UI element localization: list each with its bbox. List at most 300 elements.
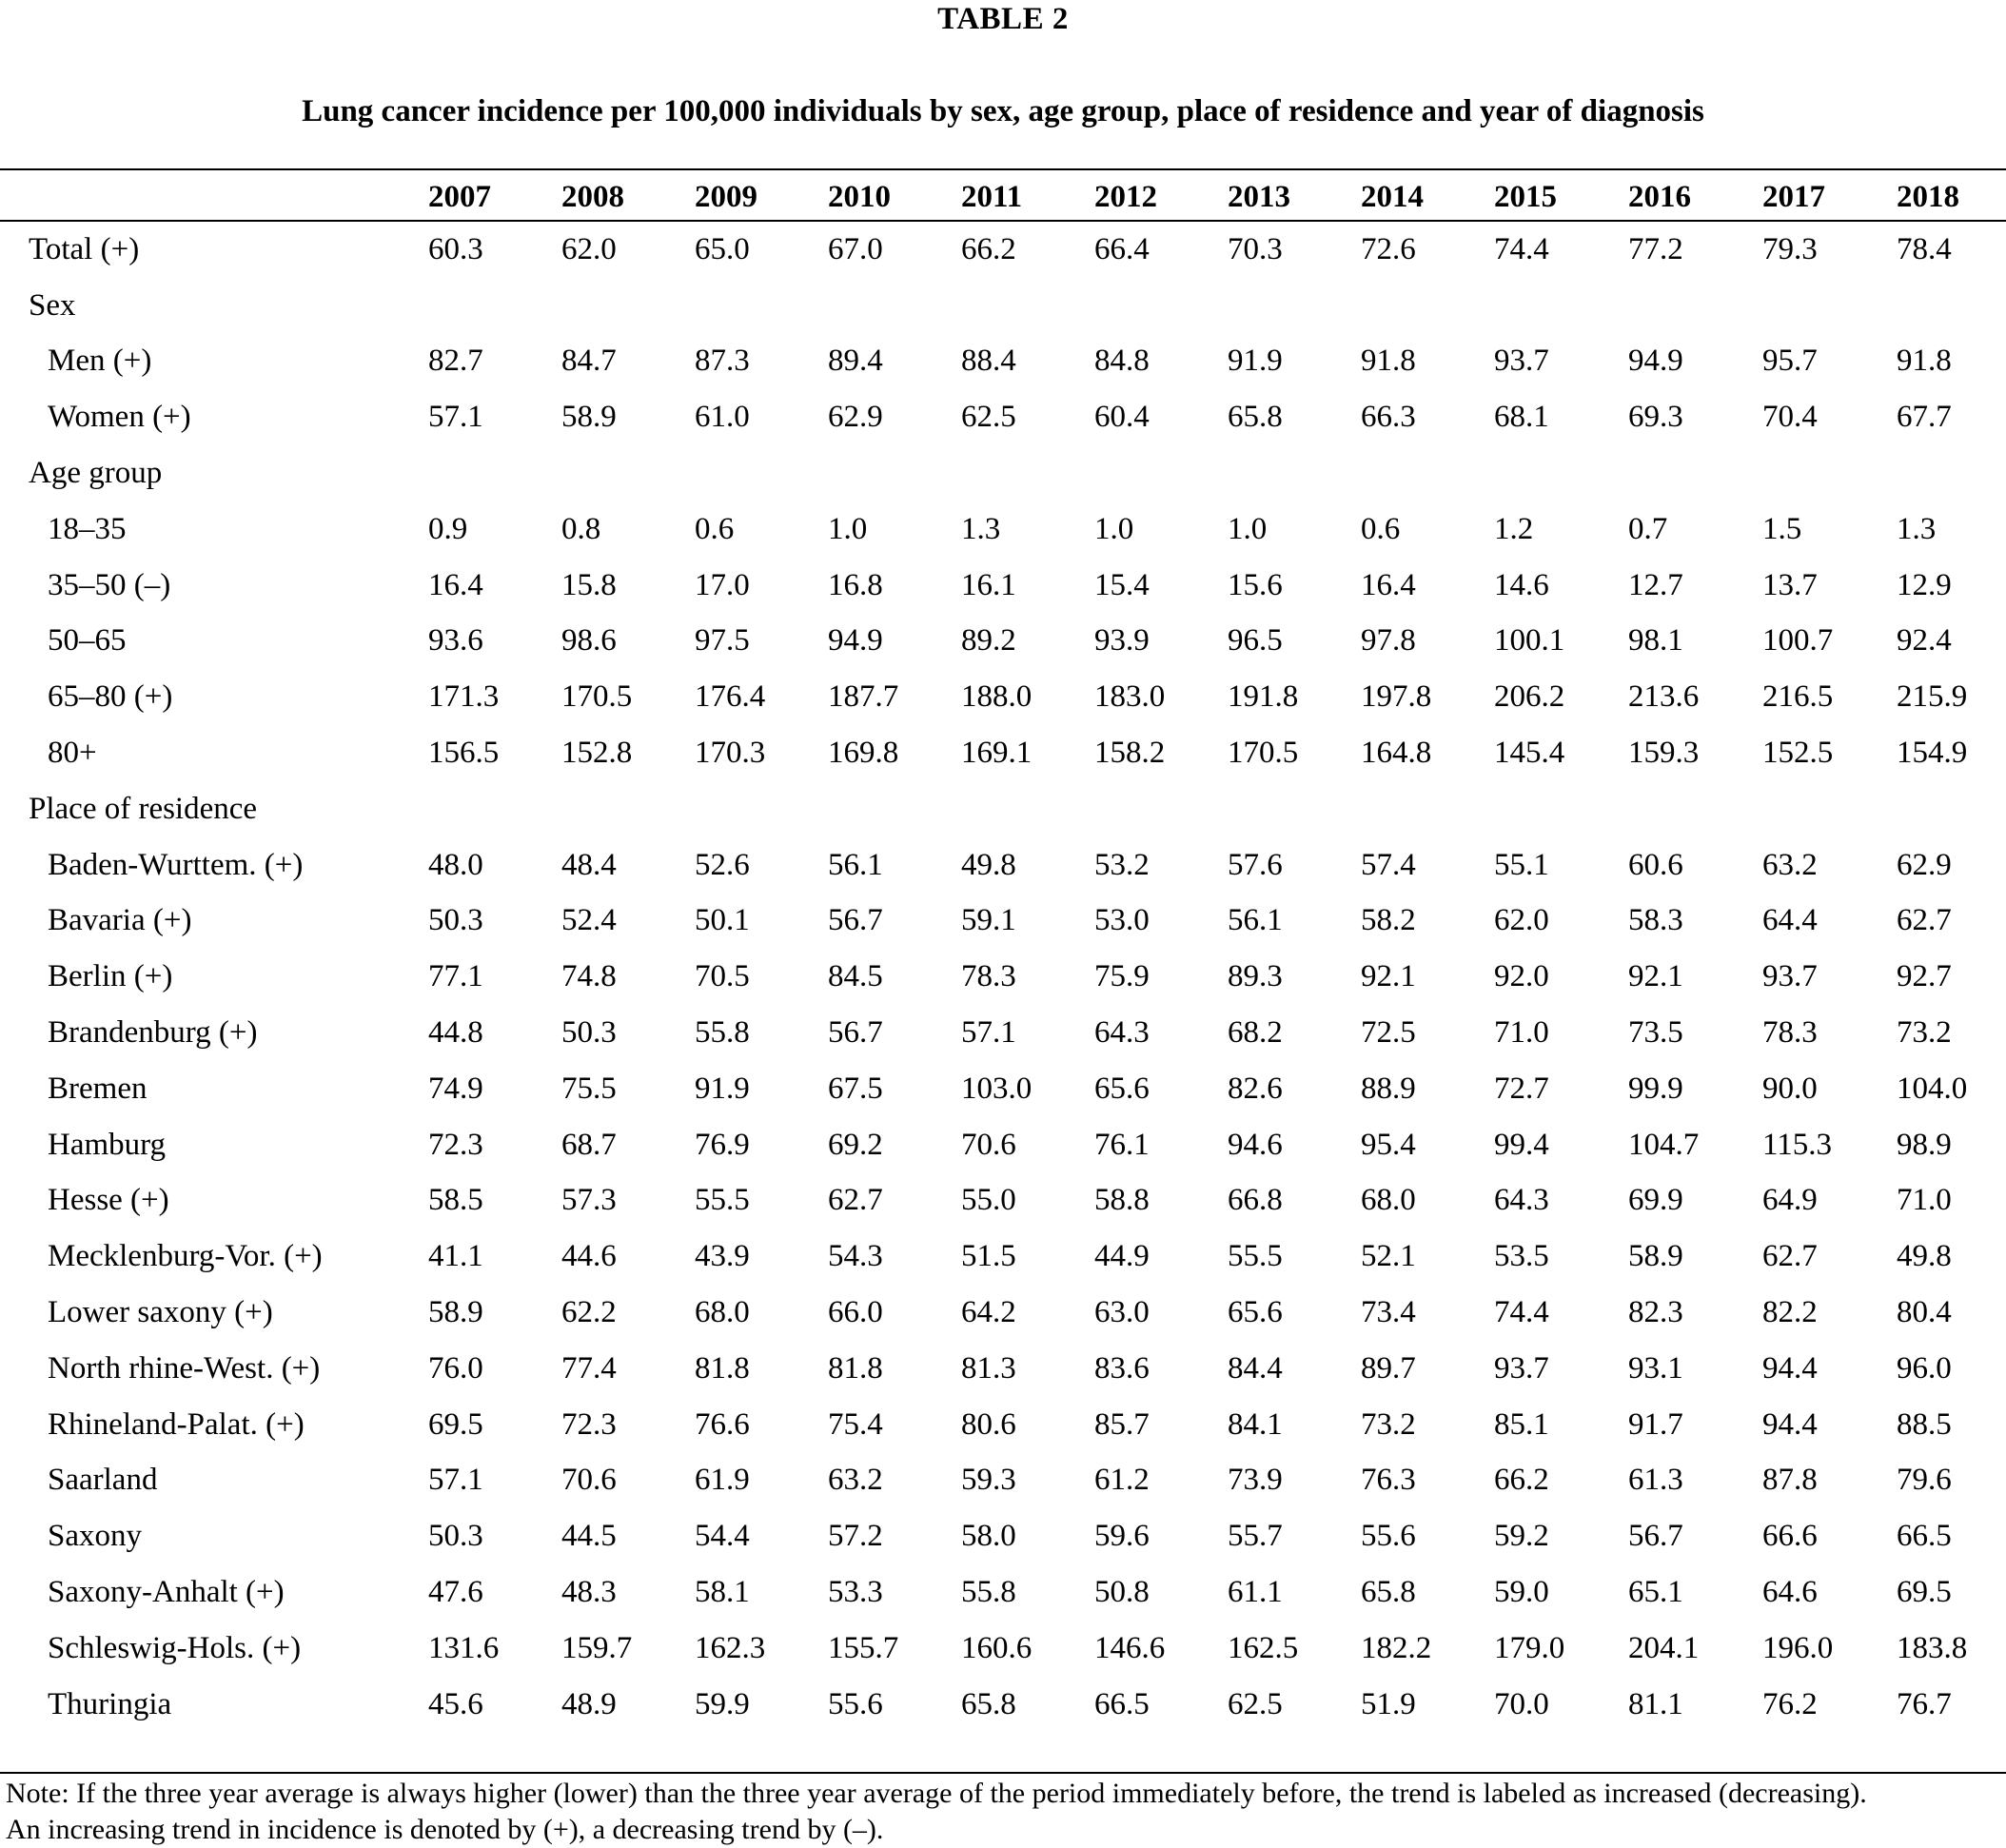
table-row (0, 1061, 2006, 1117)
cell-2011 (961, 445, 1094, 501)
cell-2011: 66.2 (961, 231, 1016, 266)
cell-2016: 60.6 (1628, 847, 1683, 882)
cell-2008: 68.7 (561, 1127, 617, 1162)
cell-2013: 89.3 (1228, 959, 1283, 994)
cell-2016: 92.1 (1628, 959, 1683, 994)
cell-2007 (428, 278, 561, 334)
cell-2017: 94.4 (1762, 1406, 1818, 1442)
cell-2015: 71.0 (1494, 1015, 1549, 1051)
cell-2014 (1361, 781, 1494, 837)
cell-2014: 92.1 (1361, 959, 1416, 994)
cell-2010: 55.6 (828, 1686, 883, 1721)
cell-2013 (1228, 278, 1361, 334)
cell-2015: 14.6 (1494, 567, 1549, 602)
cell-2011: 65.8 (961, 1686, 1016, 1721)
table-row (0, 1173, 2006, 1229)
cell-2012: 85.7 (1094, 1406, 1150, 1442)
cell-2015: 93.7 (1494, 344, 1549, 379)
cell-2009: 52.6 (695, 847, 750, 882)
cell-2014: 58.2 (1361, 903, 1416, 938)
cell-2018: 66.5 (1897, 1519, 1952, 1554)
cell-2009: 17.0 (695, 567, 750, 602)
cell-2008: 75.5 (561, 1071, 617, 1106)
cell-2011: 62.5 (961, 400, 1016, 435)
cell-2011: 81.3 (961, 1350, 1016, 1386)
table-row (0, 725, 2006, 781)
cell-2009: 176.4 (695, 679, 766, 715)
cell-2012: 84.8 (1094, 344, 1150, 379)
cell-2008: 62.2 (561, 1295, 617, 1330)
cell-2018: 91.8 (1897, 344, 1952, 379)
cell-2013: 191.8 (1228, 679, 1299, 715)
cell-2008: 58.9 (561, 400, 617, 435)
cell-2008: 159.7 (561, 1630, 633, 1665)
row-label: Total (+) (29, 231, 140, 266)
cell-2018: 80.4 (1897, 1295, 1952, 1330)
table-row (0, 389, 2006, 445)
cell-2007: 45.6 (428, 1686, 483, 1721)
year-header-2012: 2012 (1094, 179, 1157, 214)
cell-2014: 51.9 (1361, 1686, 1416, 1721)
cell-2016: 65.1 (1628, 1575, 1683, 1610)
cell-2009: 61.9 (695, 1463, 750, 1498)
cell-2016 (1628, 445, 1762, 501)
cell-2015: 62.0 (1494, 903, 1549, 938)
cell-2008: 52.4 (561, 903, 617, 938)
cell-2010: 66.0 (828, 1295, 883, 1330)
row-label: Saarland (48, 1463, 158, 1498)
cell-2018 (1897, 445, 2006, 501)
cell-2015: 179.0 (1494, 1630, 1565, 1665)
cell-2018: 1.3 (1897, 511, 1937, 546)
cell-2014: 52.1 (1361, 1239, 1416, 1274)
row-label: Women (+) (48, 400, 191, 435)
section-label: Sex (29, 287, 76, 323)
cell-2016: 94.9 (1628, 344, 1683, 379)
cell-2009: 162.3 (695, 1630, 766, 1665)
cell-2008: 48.4 (561, 847, 617, 882)
cell-2010 (828, 781, 961, 837)
cell-2009: 0.6 (695, 511, 735, 546)
cell-2008: 62.0 (561, 231, 617, 266)
cell-2018: 154.9 (1897, 736, 1968, 771)
cell-2017: 13.7 (1762, 567, 1818, 602)
cell-2007: 69.5 (428, 1406, 483, 1442)
cell-2016: 91.7 (1628, 1406, 1683, 1442)
cell-2015 (1494, 781, 1628, 837)
cell-2017: 216.5 (1762, 679, 1834, 715)
cell-2016: 93.1 (1628, 1350, 1683, 1386)
table-row (0, 894, 2006, 950)
table-label: TABLE 2 (937, 2, 1069, 36)
cell-2010: 75.4 (828, 1406, 883, 1442)
cell-2017 (1762, 781, 1897, 837)
cell-2017: 1.5 (1762, 511, 1802, 546)
header-row (0, 170, 2006, 220)
cell-2011: 59.3 (961, 1463, 1016, 1498)
year-header-2015: 2015 (1494, 179, 1557, 214)
cell-2016: 0.7 (1628, 511, 1668, 546)
year-header-2007: 2007 (428, 179, 491, 214)
cell-2012: 93.9 (1094, 623, 1150, 659)
cell-2017: 63.2 (1762, 847, 1818, 882)
cell-2015: 145.4 (1494, 736, 1565, 771)
cell-2014 (1361, 445, 1494, 501)
cell-2018: 215.9 (1897, 679, 1968, 715)
cell-2015 (1494, 278, 1628, 334)
row-label: Hamburg (48, 1127, 167, 1162)
cell-2007: 72.3 (428, 1127, 483, 1162)
cell-2013: 84.4 (1228, 1350, 1283, 1386)
year-header-2013: 2013 (1228, 179, 1290, 214)
cell-2016: 73.5 (1628, 1015, 1683, 1051)
cell-2017: 76.2 (1762, 1686, 1818, 1721)
table-title: Lung cancer incidence per 100,000 individuals by sex, age group, place of residence and year of diagnosis (302, 94, 1704, 128)
cell-2014: 72.5 (1361, 1015, 1416, 1051)
cell-2017: 152.5 (1762, 736, 1834, 771)
cell-2018: 71.0 (1897, 1183, 1952, 1218)
row-label: 50–65 (48, 623, 127, 659)
cell-2009: 87.3 (695, 344, 750, 379)
cell-2010: 56.7 (828, 1015, 883, 1051)
cell-2016: 81.1 (1628, 1686, 1683, 1721)
cell-2013: 94.6 (1228, 1127, 1283, 1162)
cell-2008: 48.9 (561, 1686, 617, 1721)
cell-2010: 89.4 (828, 344, 883, 379)
cell-2017: 100.7 (1762, 623, 1834, 659)
cell-2013: 70.3 (1228, 231, 1283, 266)
cell-2017: 66.6 (1762, 1519, 1818, 1554)
cell-2015: 206.2 (1494, 679, 1565, 715)
cell-2010: 63.2 (828, 1463, 883, 1498)
cell-2009: 170.3 (695, 736, 766, 771)
cell-2011: 70.6 (961, 1127, 1016, 1162)
data-table (0, 222, 2006, 1733)
cell-2010 (828, 445, 961, 501)
cell-2009: 43.9 (695, 1239, 750, 1274)
cell-2010: 69.2 (828, 1127, 883, 1162)
cell-2017: 94.4 (1762, 1350, 1818, 1386)
cell-2013: 65.6 (1228, 1295, 1283, 1330)
cell-2018: 79.6 (1897, 1463, 1952, 1498)
cell-2014: 66.3 (1361, 400, 1416, 435)
cell-2017: 93.7 (1762, 959, 1818, 994)
cell-2018 (1897, 781, 2006, 837)
row-label: 80+ (48, 736, 97, 771)
cell-2014: 72.6 (1361, 231, 1416, 266)
cell-2009: 76.9 (695, 1127, 750, 1162)
cell-2012: 66.5 (1094, 1686, 1150, 1721)
row-label: Lower saxony (+) (48, 1295, 273, 1330)
cell-2013: 55.7 (1228, 1519, 1283, 1554)
table-row (0, 837, 2006, 894)
cell-2013: 68.2 (1228, 1015, 1283, 1051)
cell-2013: 55.5 (1228, 1239, 1283, 1274)
cell-2011: 78.3 (961, 959, 1016, 994)
cell-2014: 182.2 (1361, 1630, 1432, 1665)
cell-2014: 16.4 (1361, 567, 1416, 602)
table-row (0, 1677, 2006, 1733)
cell-2014 (1361, 278, 1494, 334)
cell-2018: 88.5 (1897, 1406, 1952, 1442)
cell-2013: 57.6 (1228, 847, 1283, 882)
section-row (0, 278, 2006, 334)
cell-2007: 50.3 (428, 903, 483, 938)
cell-2007: 74.9 (428, 1071, 483, 1106)
cell-2013 (1228, 445, 1361, 501)
cell-2012: 61.2 (1094, 1463, 1150, 1498)
cell-2009: 76.6 (695, 1406, 750, 1442)
cell-2008: 70.6 (561, 1463, 617, 1498)
cell-2012: 58.8 (1094, 1183, 1150, 1218)
cell-2008: 170.5 (561, 679, 633, 715)
cell-2014: 73.2 (1361, 1406, 1416, 1442)
cell-2009 (695, 445, 828, 501)
cell-2015: 70.0 (1494, 1686, 1549, 1721)
cell-2010: 1.0 (828, 511, 868, 546)
cell-2012: 183.0 (1094, 679, 1166, 715)
cell-2015: 1.2 (1494, 511, 1534, 546)
cell-2015: 59.2 (1494, 1519, 1549, 1554)
table-row (0, 1341, 2006, 1397)
row-label: Rhineland-Palat. (+) (48, 1406, 305, 1442)
cell-2015: 99.4 (1494, 1127, 1549, 1162)
cell-2015: 64.3 (1494, 1183, 1549, 1218)
cell-2012 (1094, 781, 1228, 837)
cell-2017: 64.6 (1762, 1575, 1818, 1610)
cell-2012: 15.4 (1094, 567, 1150, 602)
cell-2016: 99.9 (1628, 1071, 1683, 1106)
cell-2007: 58.9 (428, 1295, 483, 1330)
cell-2013: 66.8 (1228, 1183, 1283, 1218)
cell-2007: 77.1 (428, 959, 483, 994)
cell-2016: 213.6 (1628, 679, 1700, 715)
cell-2017: 64.9 (1762, 1183, 1818, 1218)
cell-2007: 58.5 (428, 1183, 483, 1218)
cell-2016: 77.2 (1628, 231, 1683, 266)
table-row (0, 614, 2006, 670)
row-label: 65–80 (+) (48, 679, 173, 715)
row-label: Hesse (+) (48, 1183, 169, 1218)
cell-2015: 55.1 (1494, 847, 1549, 882)
cell-2015: 59.0 (1494, 1575, 1549, 1610)
cell-2009: 70.5 (695, 959, 750, 994)
row-label: Thuringia (48, 1686, 172, 1721)
section-label: Place of residence (29, 791, 258, 826)
cell-2016: 61.3 (1628, 1463, 1683, 1498)
cell-2012 (1094, 278, 1228, 334)
cell-2011: 55.8 (961, 1575, 1016, 1610)
cell-2007: 16.4 (428, 567, 483, 602)
cell-2017: 64.4 (1762, 903, 1818, 938)
cell-2013: 170.5 (1228, 736, 1299, 771)
cell-2017: 62.7 (1762, 1239, 1818, 1274)
section-label: Age group (29, 456, 163, 491)
cell-2015: 68.1 (1494, 400, 1549, 435)
cell-2014: 68.0 (1361, 1183, 1416, 1218)
cell-2014: 95.4 (1361, 1127, 1416, 1162)
cell-2009: 91.9 (695, 1071, 750, 1106)
cell-2012: 53.2 (1094, 847, 1150, 882)
cell-2014: 197.8 (1361, 679, 1432, 715)
cell-2011: 57.1 (961, 1015, 1016, 1051)
cell-2012: 44.9 (1094, 1239, 1150, 1274)
cell-2007: 41.1 (428, 1239, 483, 1274)
cell-2016 (1628, 781, 1762, 837)
cell-2009: 58.1 (695, 1575, 750, 1610)
cell-2011 (961, 278, 1094, 334)
cell-2007: 171.3 (428, 679, 500, 715)
cell-2013: 84.1 (1228, 1406, 1283, 1442)
cell-2008: 48.3 (561, 1575, 617, 1610)
cell-2015: 74.4 (1494, 231, 1549, 266)
cell-2016: 82.3 (1628, 1295, 1683, 1330)
cell-2014: 89.7 (1361, 1350, 1416, 1386)
bottom-rule (0, 1772, 2006, 1774)
cell-2011 (961, 781, 1094, 837)
cell-2018: 78.4 (1897, 231, 1952, 266)
cell-2011: 89.2 (961, 623, 1016, 659)
cell-2010: 56.1 (828, 847, 883, 882)
year-header-2018: 2018 (1897, 179, 1959, 214)
cell-2013: 73.9 (1228, 1463, 1283, 1498)
cell-2007: 76.0 (428, 1350, 483, 1386)
cell-2008: 72.3 (561, 1406, 617, 1442)
cell-2017: 90.0 (1762, 1071, 1818, 1106)
year-header-2009: 2009 (695, 179, 757, 214)
cell-2008: 57.3 (561, 1183, 617, 1218)
cell-2012: 83.6 (1094, 1350, 1150, 1386)
cell-2010: 187.7 (828, 679, 899, 715)
cell-2018: 92.4 (1897, 623, 1952, 659)
cell-2016: 69.9 (1628, 1183, 1683, 1218)
row-label: Saxony-Anhalt (+) (48, 1575, 285, 1610)
cell-2013: 96.5 (1228, 623, 1283, 659)
cell-2011: 1.3 (961, 511, 1001, 546)
cell-2011: 51.5 (961, 1239, 1016, 1274)
row-label: Baden-Wurttem. (+) (48, 847, 304, 882)
cell-2011: 169.1 (961, 736, 1032, 771)
cell-2010: 67.5 (828, 1071, 883, 1106)
cell-2018: 69.5 (1897, 1575, 1952, 1610)
cell-2012 (1094, 445, 1228, 501)
cell-2013: 62.5 (1228, 1686, 1283, 1721)
cell-2015: 72.7 (1494, 1071, 1549, 1106)
cell-2012: 53.0 (1094, 903, 1150, 938)
cell-2016: 159.3 (1628, 736, 1700, 771)
cell-2008: 44.6 (561, 1239, 617, 1274)
header-corner-cell (0, 170, 428, 220)
note-line-2: An increasing trend in incidence is denoted by (+), a decreasing trend by (–). (6, 1814, 884, 1845)
cell-2009: 55.5 (695, 1183, 750, 1218)
cell-2011: 49.8 (961, 847, 1016, 882)
cell-2009 (695, 278, 828, 334)
cell-2011: 80.6 (961, 1406, 1016, 1442)
year-header-2016: 2016 (1628, 179, 1691, 214)
cell-2014: 0.6 (1361, 511, 1401, 546)
row-label: Schleswig-Hols. (+) (48, 1630, 302, 1665)
cell-2012: 1.0 (1094, 511, 1134, 546)
cell-2008: 44.5 (561, 1519, 617, 1554)
table-row (0, 334, 2006, 390)
section-row (0, 445, 2006, 501)
cell-2010: 57.2 (828, 1519, 883, 1554)
cell-2014: 97.8 (1361, 623, 1416, 659)
row-label: North rhine-West. (+) (48, 1350, 321, 1386)
cell-2009: 65.0 (695, 231, 750, 266)
cell-2011: 64.2 (961, 1295, 1016, 1330)
cell-2008: 74.8 (561, 959, 617, 994)
table-note (6, 1776, 2004, 1848)
cell-2007 (428, 445, 561, 501)
cell-2015 (1494, 445, 1628, 501)
cell-2008: 15.8 (561, 567, 617, 602)
cell-2013: 82.6 (1228, 1071, 1283, 1106)
cell-2010 (828, 278, 961, 334)
cell-2017 (1762, 445, 1897, 501)
cell-2016: 98.1 (1628, 623, 1683, 659)
cell-2010: 56.7 (828, 903, 883, 938)
cell-2010: 62.7 (828, 1183, 883, 1218)
cell-2007: 0.9 (428, 511, 468, 546)
cell-2012: 64.3 (1094, 1015, 1150, 1051)
cell-2012: 146.6 (1094, 1630, 1166, 1665)
table-row (0, 1508, 2006, 1564)
table-row (0, 1229, 2006, 1285)
table-row (0, 222, 2006, 278)
cell-2010: 62.9 (828, 400, 883, 435)
cell-2008: 98.6 (561, 623, 617, 659)
cell-2012: 65.6 (1094, 1071, 1150, 1106)
cell-2012: 63.0 (1094, 1295, 1150, 1330)
cell-2013: 56.1 (1228, 903, 1283, 938)
cell-2014: 164.8 (1361, 736, 1432, 771)
year-header-2014: 2014 (1361, 179, 1424, 214)
cell-2008: 152.8 (561, 736, 633, 771)
cell-2013: 65.8 (1228, 400, 1283, 435)
cell-2009: 97.5 (695, 623, 750, 659)
row-label: Bremen (48, 1071, 148, 1106)
cell-2007: 47.6 (428, 1575, 483, 1610)
row-label: 35–50 (–) (48, 567, 171, 602)
cell-2012: 50.8 (1094, 1575, 1150, 1610)
cell-2007: 93.6 (428, 623, 483, 659)
cell-2009 (695, 781, 828, 837)
cell-2015: 93.7 (1494, 1350, 1549, 1386)
cell-2007: 131.6 (428, 1630, 500, 1665)
cell-2010: 16.8 (828, 567, 883, 602)
cell-2007: 50.3 (428, 1519, 483, 1554)
cell-2013: 162.5 (1228, 1630, 1299, 1665)
cell-2013: 61.1 (1228, 1575, 1283, 1610)
cell-2007: 60.3 (428, 231, 483, 266)
table-row (0, 501, 2006, 558)
cell-2012: 66.4 (1094, 231, 1150, 266)
table-row (0, 1285, 2006, 1341)
cell-2016 (1628, 278, 1762, 334)
cell-2013: 1.0 (1228, 511, 1268, 546)
section-row (0, 781, 2006, 837)
cell-2017: 196.0 (1762, 1630, 1834, 1665)
cell-2010: 169.8 (828, 736, 899, 771)
cell-2016: 69.3 (1628, 400, 1683, 435)
cell-2012: 158.2 (1094, 736, 1166, 771)
cell-2015: 100.1 (1494, 623, 1565, 659)
cell-2011: 59.1 (961, 903, 1016, 938)
table-header (0, 170, 2006, 220)
cell-2018: 62.9 (1897, 847, 1952, 882)
cell-2015: 66.2 (1494, 1463, 1549, 1498)
